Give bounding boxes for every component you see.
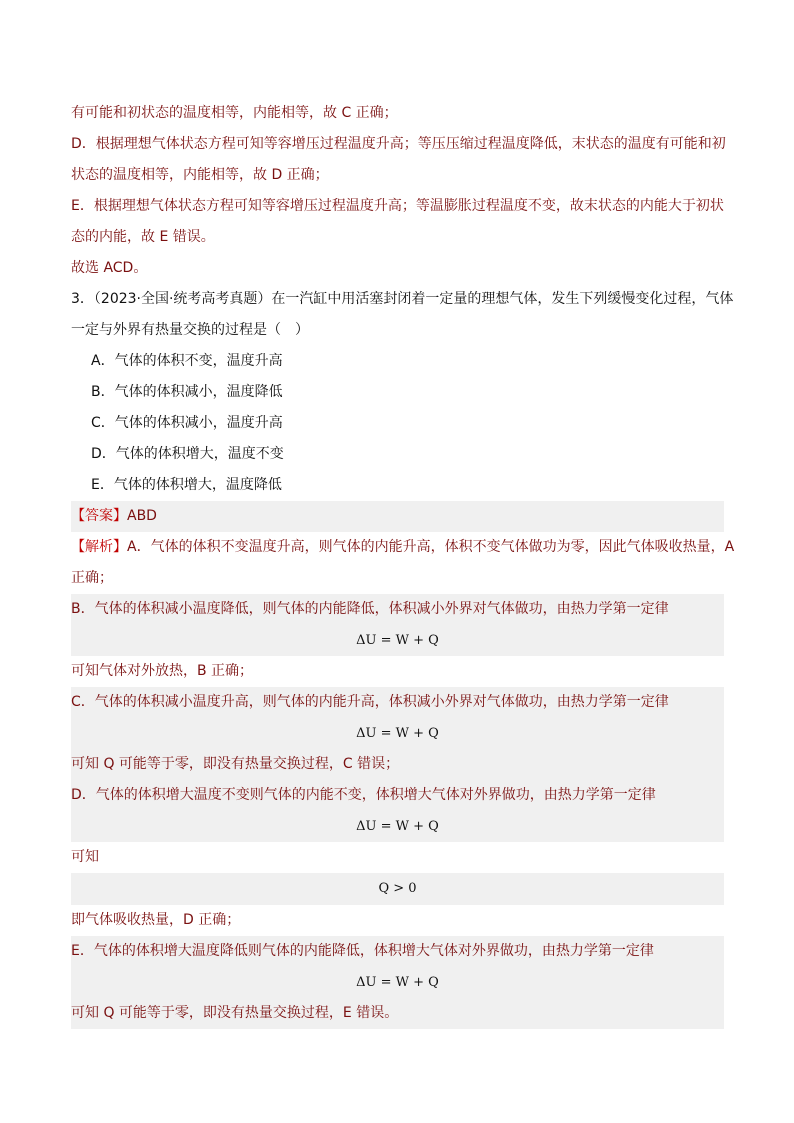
analysis-line: 可知 Q 可能等于零，即没有热量交换过程，C 错误； [71, 749, 724, 780]
analysis-line: D．气体的体积增大温度不变则气体的内能不变，体积增大气体对外界做功，由热力学第一定律 [71, 780, 724, 811]
answer-line [71, 501, 724, 532]
question-stem: 3．（2023·全国·统考高考真题）在一汽缸中用活塞封闭着一定量的理想气体，发生下列缓慢变化过程，气体 [71, 291, 734, 307]
option-b: B．气体的体积减小，温度降低 [91, 384, 283, 400]
text-line: E．根据理想气体状态方程可知等容增压过程温度升高；等温膨胀过程温度不变，故末状态的内能大于初状 [71, 198, 724, 214]
formula: Q > 0 [71, 873, 724, 905]
analysis-line: 即气体吸收热量，D 正确； [71, 912, 241, 928]
option-d: D．气体的体积增大，温度不变 [91, 446, 284, 462]
analysis-a-text: A．气体的体积不变温度升高，则气体的内能升高，体积不变气体做功为零，因此气体吸收热量，A [127, 539, 735, 555]
analysis-line: B．气体的体积减小温度降低，则气体的内能降低，体积减小外界对气体做功，由热力学第一定律 [71, 594, 724, 625]
analysis-line: E．气体的体积增大温度降低则气体的内能降低，体积增大气体对外界做功，由热力学第一定律 [71, 936, 724, 967]
option-e: E．气体的体积增大，温度降低 [91, 477, 282, 493]
answer-value: ABD [127, 508, 157, 524]
option-a: A．气体的体积不变，温度升高 [91, 353, 283, 369]
document-content [71, 98, 735, 1029]
question-stem: 一定与外界有热量交换的过程是（ ） [71, 322, 309, 338]
text-line: 状态的温度相等，内能相等，故 D 正确； [71, 167, 329, 183]
text-line: 有可能和初状态的温度相等，内能相等，故 C 正确； [71, 105, 398, 121]
text-line: D．根据理想气体状态方程可知等容增压过程温度升高；等压压缩过程温度降低，末状态的温度有可能和初 [71, 136, 726, 152]
analysis-line: 可知 Q 可能等于零，即没有热量交换过程，E 错误。 [71, 998, 724, 1029]
text-line: 故选 ACD。 [71, 260, 148, 276]
analysis-line: C．气体的体积减小温度升高，则气体的内能升高，体积减小外界对气体做功，由热力学第一定律 [71, 687, 724, 718]
formula: ΔU = W + Q [71, 625, 724, 656]
text-line: 态的内能，故 E 错误。 [71, 229, 215, 245]
formula: ΔU = W + Q [71, 811, 724, 842]
analysis-tag: 【解析】 [71, 539, 127, 555]
formula: ΔU = W + Q [71, 718, 724, 749]
analysis-line: 可知气体对外放热，B 正确； [71, 663, 254, 679]
option-c: C．气体的体积减小，温度升高 [91, 415, 283, 431]
formula: ΔU = W + Q [71, 967, 724, 998]
answer-tag: 【答案】 [71, 508, 127, 524]
analysis-line: 可知 [71, 849, 99, 865]
analysis-line: 正确； [71, 570, 113, 586]
analysis-line [71, 532, 735, 563]
